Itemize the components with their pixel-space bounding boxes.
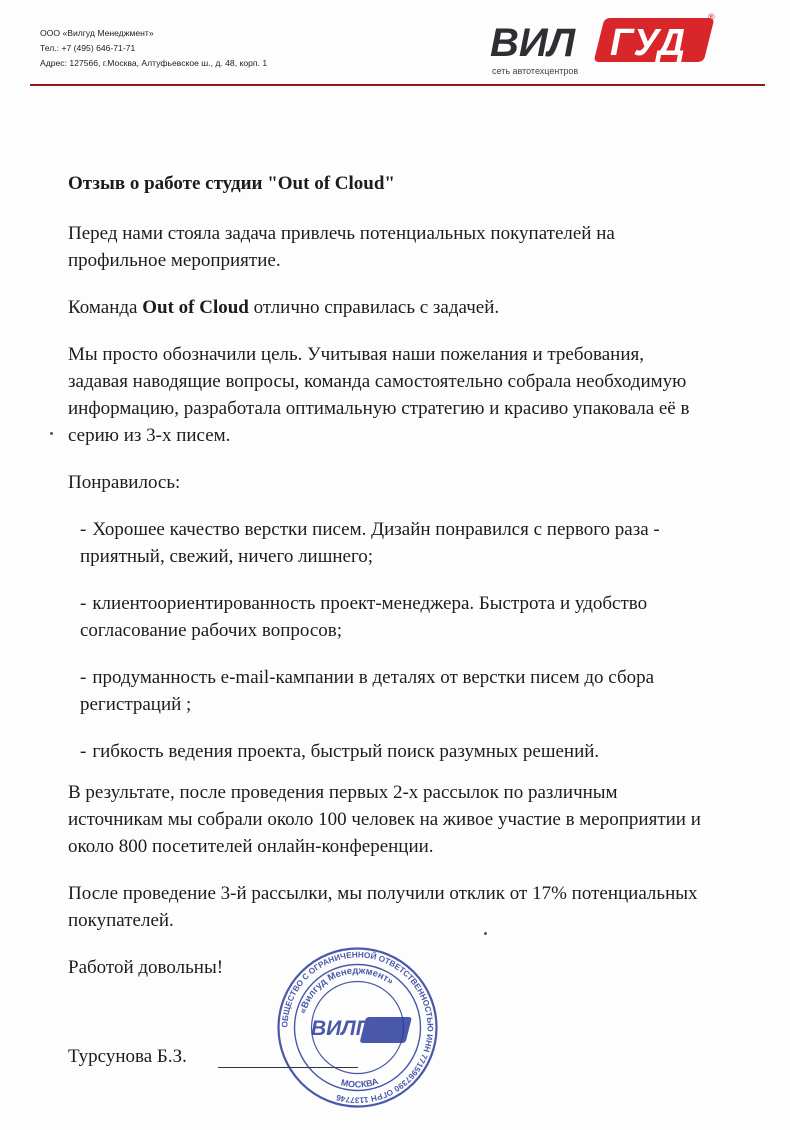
svg-text:ВИЛ: ВИЛ — [490, 21, 576, 65]
svg-text:®: ® — [708, 12, 715, 22]
svg-text:«Вилгуд Менеджмент»: «Вилгуд Менеджмент» — [297, 965, 396, 1015]
company-seal — [275, 945, 440, 1110]
list-item: - гибкость ведения проекта, быстрый поиск разумных решений. — [80, 741, 600, 762]
svg-text:МОСКВА: МОСКВА — [339, 1076, 380, 1090]
list-item: - продуманность e-mail-кампании в деталях от верстки писем до сбора регистраций ; — [80, 667, 655, 715]
paragraph-task: Перед нами стояла задача привлечь потенциальных покупателей на профильное мероприятие. — [68, 223, 615, 271]
header-divider — [30, 84, 765, 86]
svg-text:ГУД: ГУД — [610, 22, 686, 64]
list-item: - Хорошее качество верстки писем. Дизайн понравился с первого раза - приятный, свежий, ничего лишнего; — [80, 519, 660, 567]
scan-speck — [484, 932, 487, 935]
company-address: Адрес: 127566, г.Москва, Алтуфьевское ш., д. 48, корп. 1 — [40, 58, 268, 68]
company-details — [40, 26, 267, 71]
list-item: - клиентоориентированность проект-менеджера. Быстрота и удобство согласование рабочих вопросов; — [80, 593, 648, 641]
closing-line: Работой довольны! — [68, 957, 224, 978]
letter-body — [68, 170, 708, 1001]
svg-text:ВИЛГУД: ВИЛГУД — [311, 1017, 398, 1040]
paragraph-team: Команда Out of Cloud отлично справилась с задачей. — [68, 297, 500, 318]
paragraph-result: В результате, после проведения первых 2-х рассылок по различным источникам мы собрали около 100 человек на живое участие в мероприятии и около 800 посетителей онлайн-конференции. — [68, 782, 701, 857]
signer-name: Турсунова Б.З. — [68, 1046, 187, 1067]
likes-heading: Понравилось: — [68, 472, 181, 493]
paragraph-response: После проведение 3-й рассылки, мы получили отклик от 17% потенциальных покупателей. — [68, 883, 698, 931]
company-name: ООО «Вилгуд Менеджмент» — [40, 28, 154, 38]
svg-text:сеть автотехцентров: сеть автотехцентров — [492, 66, 579, 76]
scan-speck — [50, 432, 53, 435]
company-phone: Тел.: +7 (495) 646-71-71 — [40, 43, 136, 53]
svg-text:ОБЩЕСТВО С ОГРАНИЧЕННОЙ ОТВЕТС: ОБЩЕСТВО С ОГРАНИЧЕННОЙ ОТВЕТСТВЕННОСТЬЮ ИНН 7715967390 ОГРН 1137746 — [280, 950, 435, 1105]
vilgud-logo — [488, 12, 720, 78]
paragraph-process: Мы просто обозначили цель. Учитывая наши пожелания и требования, задавая наводящие вопросы, команда самостоятельно собрала необходимую информацию, разработала оптимальную стратегию и красиво упаковала её в серию из 3-х писем. — [68, 344, 690, 446]
letter-title: Отзыв о работе студии "Out of Cloud" — [68, 173, 395, 194]
